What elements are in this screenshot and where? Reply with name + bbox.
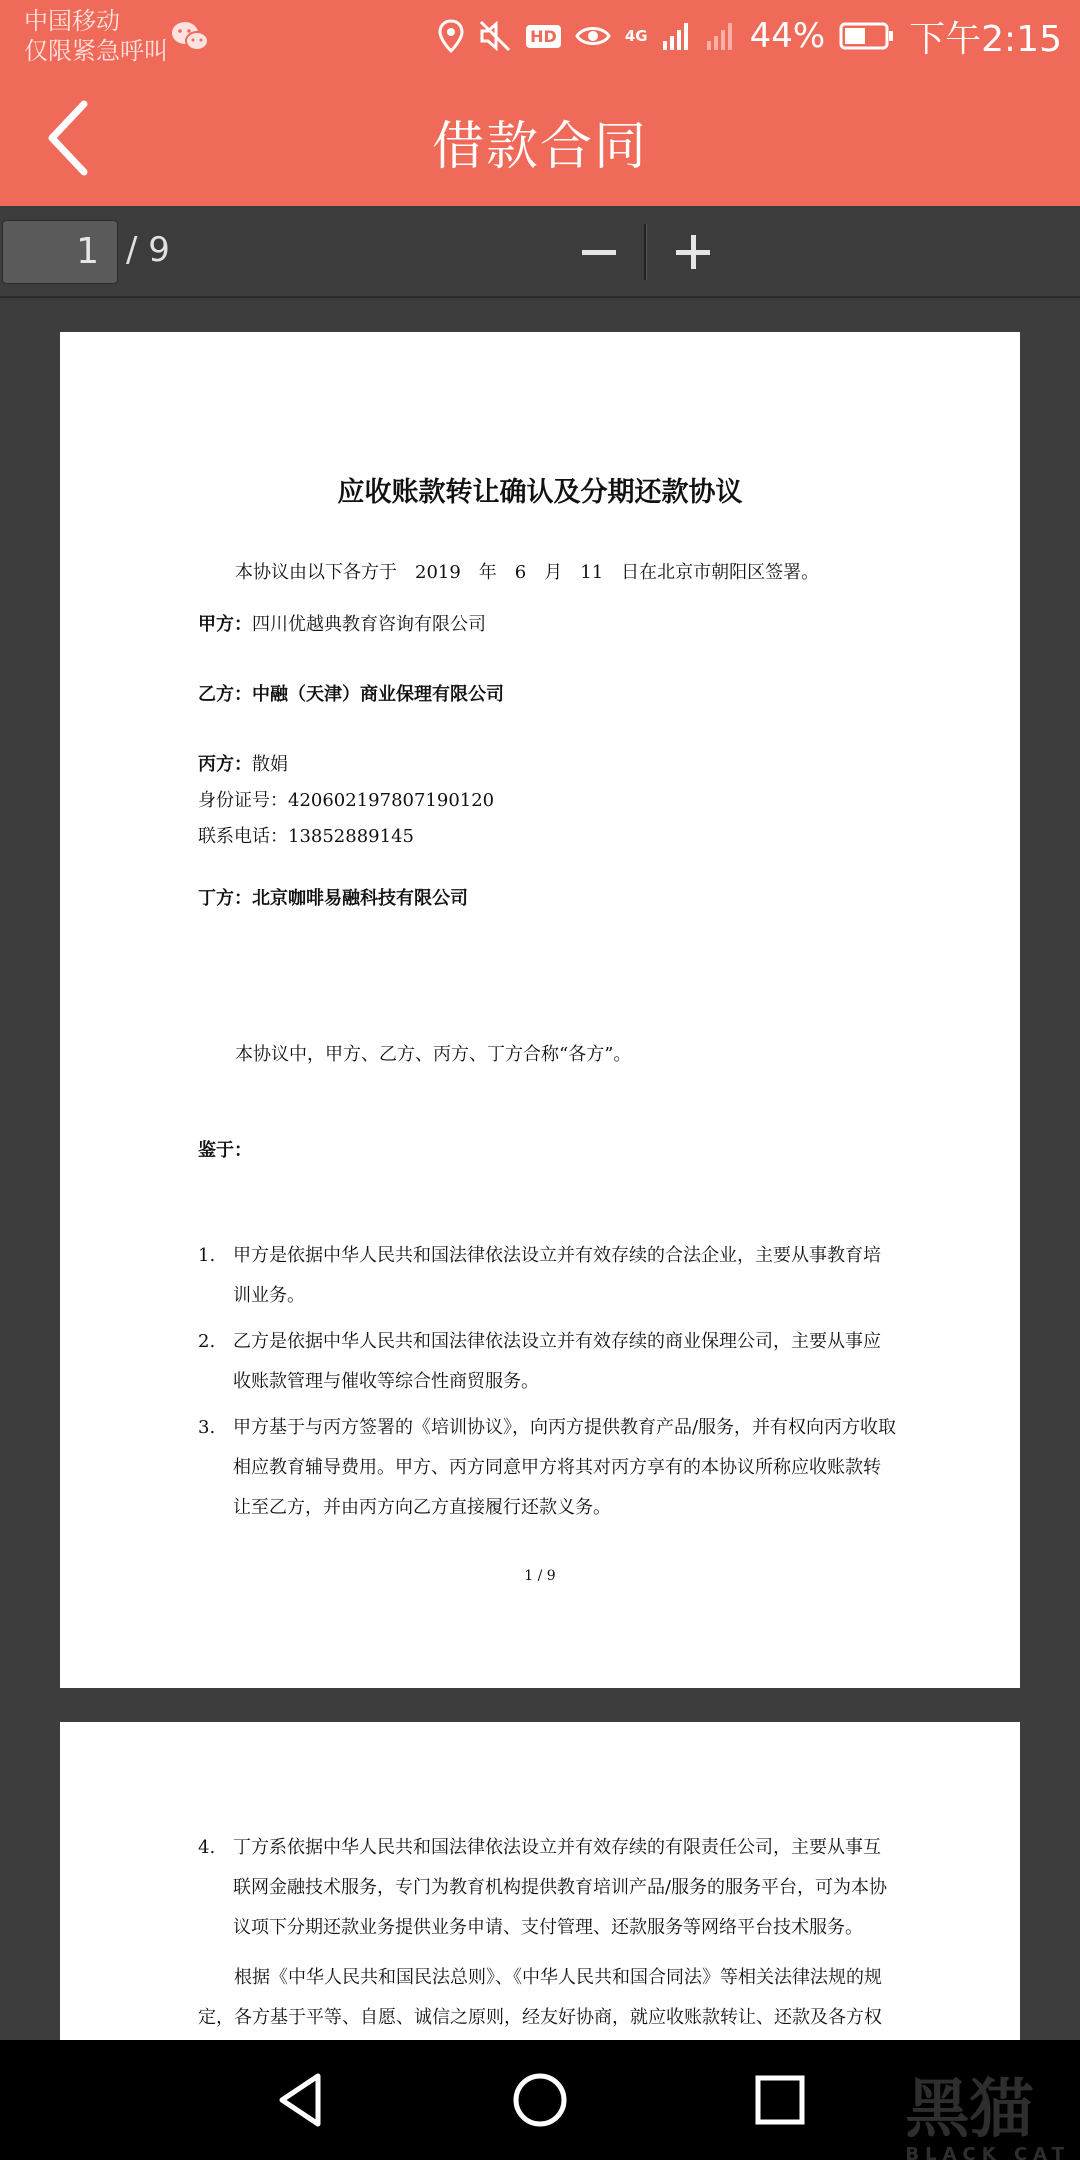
eye-icon <box>575 23 611 49</box>
title-bar <box>0 72 1080 206</box>
parties-note: 本协议中，甲方、乙方、丙方、丁方合称“各方”。 <box>235 1044 632 1065</box>
party-c-id: 身份证号：420602197807190120 <box>198 790 495 811</box>
party-d <box>198 886 468 912</box>
location-icon <box>438 19 464 53</box>
zoom-in-button[interactable] <box>672 224 716 280</box>
list-item <box>198 1408 898 1528</box>
page-total: / 9 <box>126 230 170 270</box>
watermark <box>905 2058 1070 2160</box>
signal-icon <box>662 21 692 51</box>
whereas-heading: 鉴于： <box>198 1140 252 1161</box>
toolbar-divider <box>644 224 647 280</box>
party-c <box>198 752 288 778</box>
nav-back-button[interactable] <box>270 2068 334 2132</box>
pdf-page-1 <box>60 332 1020 1688</box>
system-nav-bar <box>0 2040 1080 2160</box>
mute-icon <box>478 19 512 53</box>
nav-home-button[interactable] <box>508 2068 572 2132</box>
list-item-number: 1. <box>198 1245 216 1266</box>
party-a <box>198 612 486 638</box>
party-b-value: 中融（天津）商业保理有限公司 <box>252 684 504 705</box>
party-c-value: 散娟 <box>252 754 288 775</box>
status-icons <box>438 14 1062 58</box>
carrier-name: 中国移动 <box>24 7 120 35</box>
hd-badge: HD <box>526 25 561 48</box>
pdf-page-2 <box>60 1722 1020 2040</box>
network-type: 4G <box>624 27 648 45</box>
paragraph: 根据《中华人民共和国民法总则》、《中华人民共和国合同法》等相关法律法规的规定，各方基于平等、自愿、诚信之原则，经友好协商，就应收账款转让、还款及各方权 <box>198 1967 882 2028</box>
pdf-viewer[interactable] <box>0 300 1080 2040</box>
list-item-number: 2. <box>198 1331 216 1352</box>
battery-icon <box>839 22 895 50</box>
wechat-icon <box>170 20 210 54</box>
list-item-text: 甲方是依据中华人民共和国法律依法设立并有效存续的合法企业，主要从事教育培训业务。 <box>233 1245 881 1306</box>
list-item <box>198 1322 898 1402</box>
battery-percent: 44% <box>749 16 826 56</box>
watermark-text: 黑猫 <box>905 2073 1034 2147</box>
zoom-out-button[interactable] <box>578 224 622 280</box>
pdf-toolbar <box>0 206 1080 298</box>
page-number-input[interactable]: 1 <box>2 220 118 284</box>
party-a-value: 四川优越典教育咨询有限公司 <box>252 614 486 635</box>
party-b-label: 乙方： <box>198 684 252 705</box>
list-item <box>198 1236 898 1316</box>
status-bar <box>0 0 1080 72</box>
page-footer-number: 1 / 9 <box>524 1568 556 1584</box>
party-d-value: 北京咖啡易融科技有限公司 <box>252 888 468 909</box>
clock: 下午2:15 <box>909 18 1062 60</box>
list-item-number: 3. <box>198 1417 216 1438</box>
carrier-info <box>24 6 168 66</box>
emergency-text: 仅限紧急呼叫 <box>24 37 168 65</box>
list-item-text: 丁方系依据中华人民共和国法律依法设立并有效存续的有限责任公司，主要从事互联网金融技术服务，专门为教育机构提供教育培训产品/服务的服务平台，可为本协议项下分期还款业务提供业务申请、支付管理、还款服务等网络平台技术服务。 <box>233 1837 888 1938</box>
party-a-label: 甲方： <box>198 614 252 635</box>
page-title: 借款合同 <box>431 117 648 177</box>
list-item-text: 甲方基于与丙方签署的《培训协议》，向丙方提供教育产品/服务，并有权向丙方收取相应教育辅导费用。甲方、丙方同意甲方将其对丙方享有的本协议所称应收账款转让至乙方，并由丙方向乙方直接履行还款义务。 <box>233 1417 897 1518</box>
document-title: 应收账款转让确认及分期还款协议 <box>337 477 743 508</box>
list-item-text: 乙方是依据中华人民共和国法律依法设立并有效存续的商业保理公司，主要从事应收账款管理与催收等综合性商贸服务。 <box>233 1331 881 1392</box>
signal-empty-icon <box>706 21 736 51</box>
party-c-phone: 联系电话：13852889145 <box>198 826 414 847</box>
intro-text: 本协议由以下各方于 2019 年 6 月 11 日在北京市朝阳区签署。 <box>235 562 820 583</box>
party-c-label: 丙方： <box>198 754 252 775</box>
party-d-label: 丁方： <box>198 888 252 909</box>
app-header <box>0 0 1080 206</box>
watermark-sub: BLACK CAT <box>905 2144 1070 2160</box>
list-item <box>198 1828 898 1948</box>
nav-recents-button[interactable] <box>748 2068 812 2132</box>
party-b <box>198 682 504 708</box>
list-item-number: 4. <box>198 1837 216 1858</box>
